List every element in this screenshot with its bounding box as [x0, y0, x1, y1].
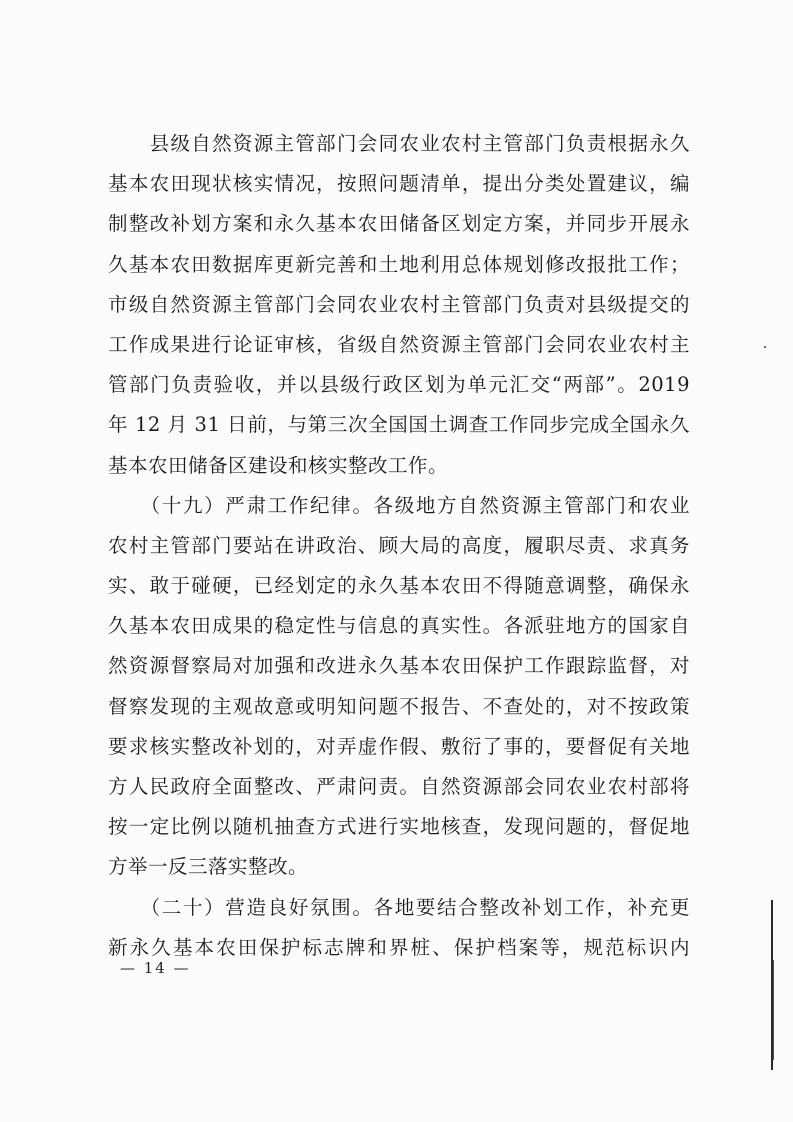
text-line: 实、敢于碰硬，已经划定的永久基本农田不得随意调整，确保永 — [108, 574, 690, 598]
scan-edge-mark — [773, 960, 774, 1060]
text-line: 制整改补划方案和永久基本农田储备区划定方案，并同步开展永 — [108, 212, 690, 236]
text-line: 久基本农田成果的稳定性与信息的真实性。各派驻地方的国家自 — [108, 614, 690, 638]
text-line: 管部门负责验收，并以县级行政区划为单元汇交“两部”。2019 — [108, 373, 690, 397]
text-line: 要求核实整改补划的，对弄虚作假、敷衍了事的，要督促有关地 — [108, 734, 690, 758]
text-line: 县级自然资源主管部门会同农业农村主管部门负责根据永久 — [108, 132, 690, 155]
text-line: （十九）严肃工作纪律。各级地方自然资源主管部门和农业 — [108, 493, 690, 517]
text-line: 久基本农田数据库更新完善和土地利用总体规划修改报批工作； — [108, 252, 690, 276]
body-text — [108, 124, 690, 968]
page-number: — 14 — — [120, 959, 191, 977]
text-line: 基本农田储备区建设和核实整改工作。 — [108, 453, 449, 477]
text-line: 工作成果进行论证审核，省级自然资源主管部门会同农业农村主 — [108, 332, 690, 356]
text-line: 年 12 月 31 日前，与第三次全国国土调查工作同步完成全国永久 — [108, 413, 690, 437]
text-line: 市级自然资源主管部门会同农业农村主管部门负责对县级提交的 — [108, 292, 690, 316]
text-line: 基本农田现状核实情况，按照问题清单，提出分类处置建议，编 — [108, 172, 690, 196]
text-line: 新永久基本农田保护标志牌和界桩、保护档案等，规范标识内 — [108, 935, 690, 959]
scan-speck — [764, 346, 766, 348]
text-line: 方人民政府全面整改、严肃问责。自然资源部会同农业农村部将 — [108, 775, 690, 798]
text-line: 然资源督察局对加强和改进永久基本农田保护工作跟踪监督，对 — [108, 654, 690, 678]
text-line: 农村主管部门要站在讲政治、顾大局的高度，履职尽责、求真务 — [108, 533, 690, 557]
text-line: （二十）营造良好氛围。各地要结合整改补划工作，补充更 — [108, 895, 690, 919]
text-line: 按一定比例以随机抽查方式进行实地核查，发现问题的，督促地 — [108, 815, 690, 839]
text-line: 督察发现的主观故意或明知问题不报告、不查处的，对不按政策 — [108, 694, 690, 718]
text-line: 方举一反三落实整改。 — [108, 855, 309, 879]
